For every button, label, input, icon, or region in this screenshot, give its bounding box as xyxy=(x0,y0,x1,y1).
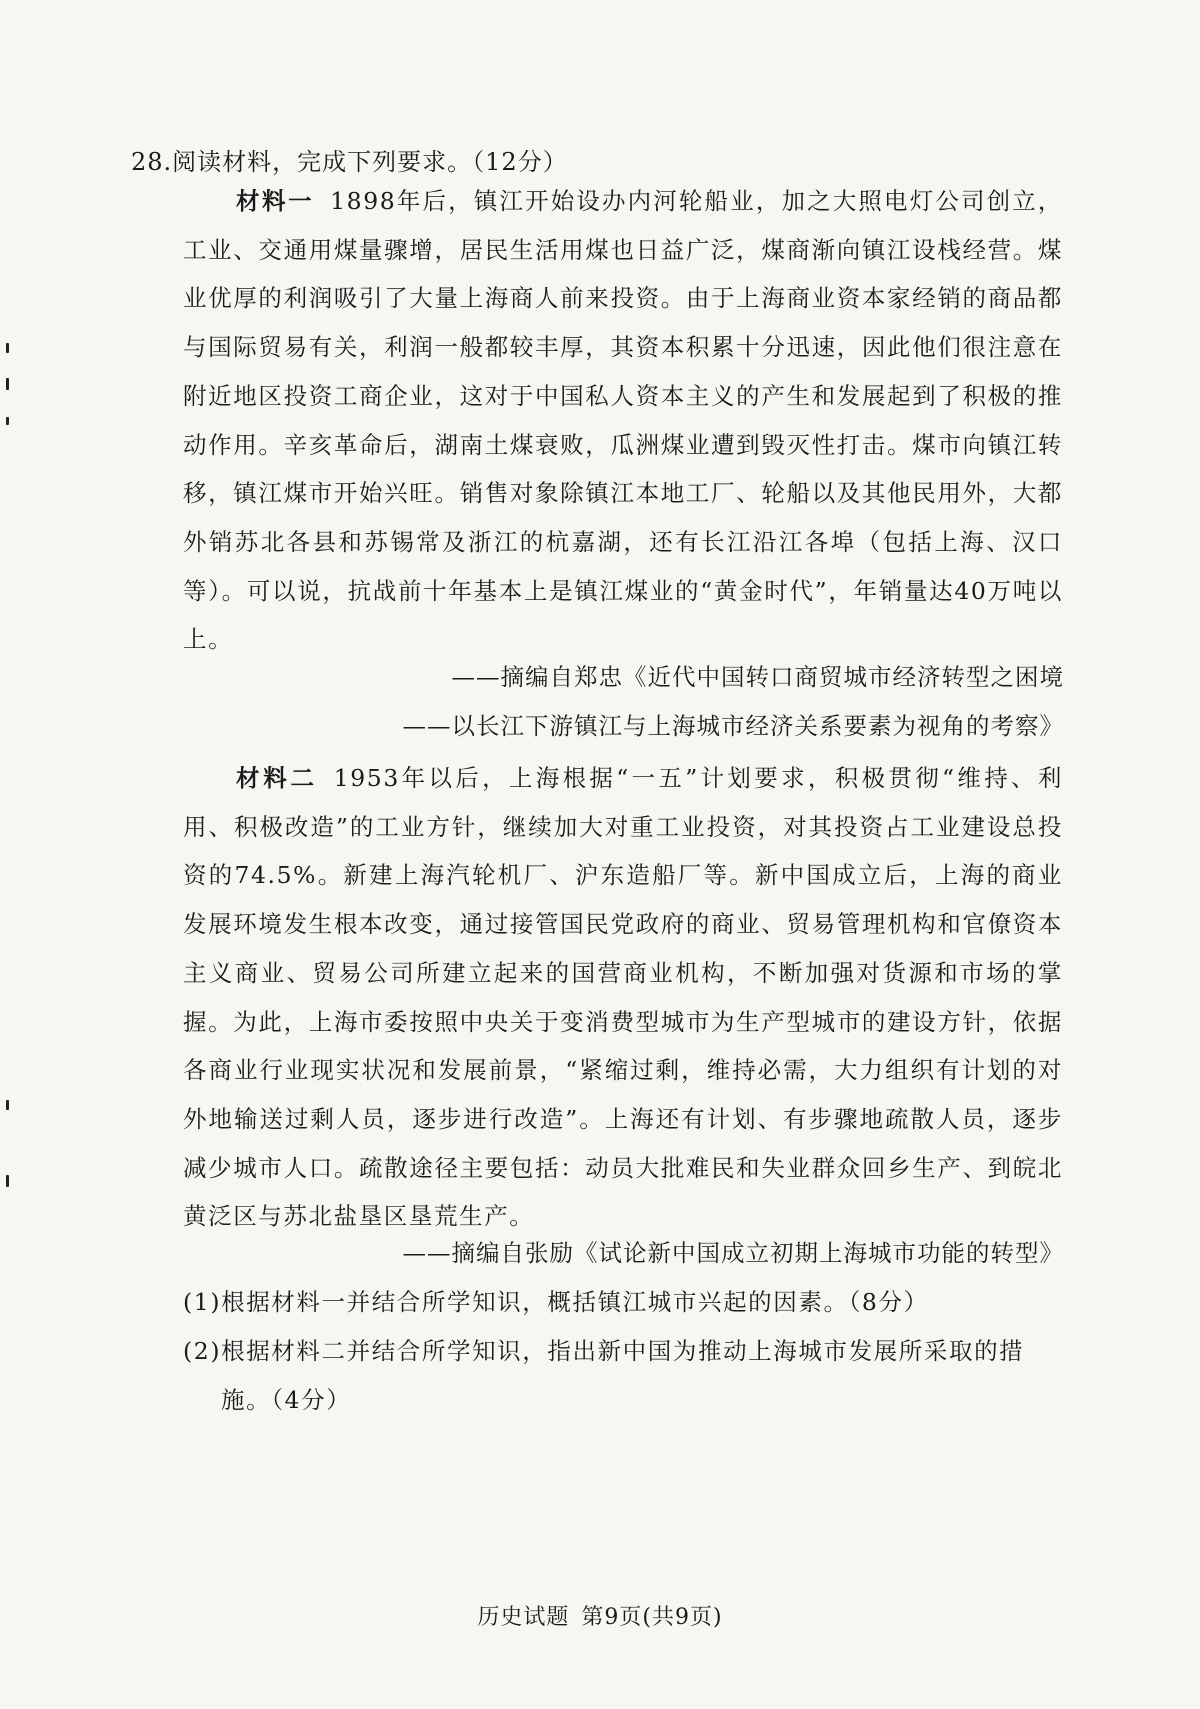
sub-question-1: (1)根据材料一并结合所学知识，概括镇江城市兴起的因素。（8分） xyxy=(183,1288,929,1316)
question-title: 28.阅读材料，完成下列要求。（12分） xyxy=(131,148,568,176)
material-one-source-line2: ——以长江下游镇江与上海城市经济关系要素为视角的考察》 xyxy=(402,712,1064,740)
scan-mark xyxy=(6,1175,9,1187)
material-two-label: 材料二 xyxy=(236,764,318,792)
material-one xyxy=(183,177,1063,664)
material-one-label: 材料一 xyxy=(236,187,315,215)
material-two-text: 1953年以后，上海根据“一五”计划要求，积极贯彻“维持、利用、积极改造”的工业方针，继续加大对重工业投资，对其投资占工业建设总投资的74.5%。新建上海汽轮机厂、沪东造船厂等。新中国成立后，上海的商业发展环境发生根本改变，通过接管国民党政府的商业、贸易管理机构和官僚资本主义商业、贸易公司所建立起来的国营商业机构，不断加强对货源和市场的掌握。为此，上海市委按照中央关于变消费型城市为生产型城市的建设方针，依据各商业行业现实状况和发展前景，“紧缩过剩，维持必需，大力组织有计划的对外地输送过剩人员，逐步进行改造”。上海还有计划、有步骤地疏散人员，逐步减少城市人口。疏散途径主要包括：动员大批难民和失业群众回乡生产、到皖北黄泛区与苏北盐垦区垦荒生产。 xyxy=(183,764,1063,1231)
page-footer xyxy=(0,1600,1200,1631)
scan-mark xyxy=(6,417,9,425)
scan-mark xyxy=(6,378,9,390)
material-two-source: ——摘编自张励《试论新中国成立初期上海城市功能的转型》 xyxy=(402,1239,1064,1267)
scan-mark xyxy=(6,343,9,353)
footer-page-number: 第9页(共9页) xyxy=(581,1605,723,1630)
material-one-text: 1898年后，镇江开始设办内河轮船业，加之大照电灯公司创立，工业、交通用煤量骤增，居民生活用煤也日益广泛，煤商渐向镇江设栈经营。煤业优厚的利润吸引了大量上海商人前来投资。由于上海商业资本家经销的商品都与国际贸易有关，利润一般都较丰厚，其资本积累十分迅速，因此他们很注意在附近地区投资工商企业，这对于中国私人资本主义的产生和发展起到了积极的推动作用。辛亥革命后，湖南土煤衰败，瓜洲煤业遭到毁灭性打击。煤市向镇江转移，镇江煤市开始兴旺。销售对象除镇江本地工厂、轮船以及其他民用外，大都外销苏北各县和苏锡常及浙江的杭嘉湖，还有长江沿江各埠（包括上海、汉口等）。可以说，抗战前十年基本上是镇江煤业的“黄金时代”，年销量达40万吨以上。 xyxy=(183,187,1063,654)
material-one-source-line1: ——摘编自郑忠《近代中国转口商贸城市经济转型之困境 xyxy=(451,663,1064,691)
material-two xyxy=(183,754,1063,1241)
scan-mark xyxy=(6,1100,9,1110)
footer-subject: 历史试题 xyxy=(477,1605,570,1630)
sub-question-2: (2)根据材料二并结合所学知识，指出新中国为推动上海城市发展所采取的措施。（4分） xyxy=(183,1337,1025,1414)
